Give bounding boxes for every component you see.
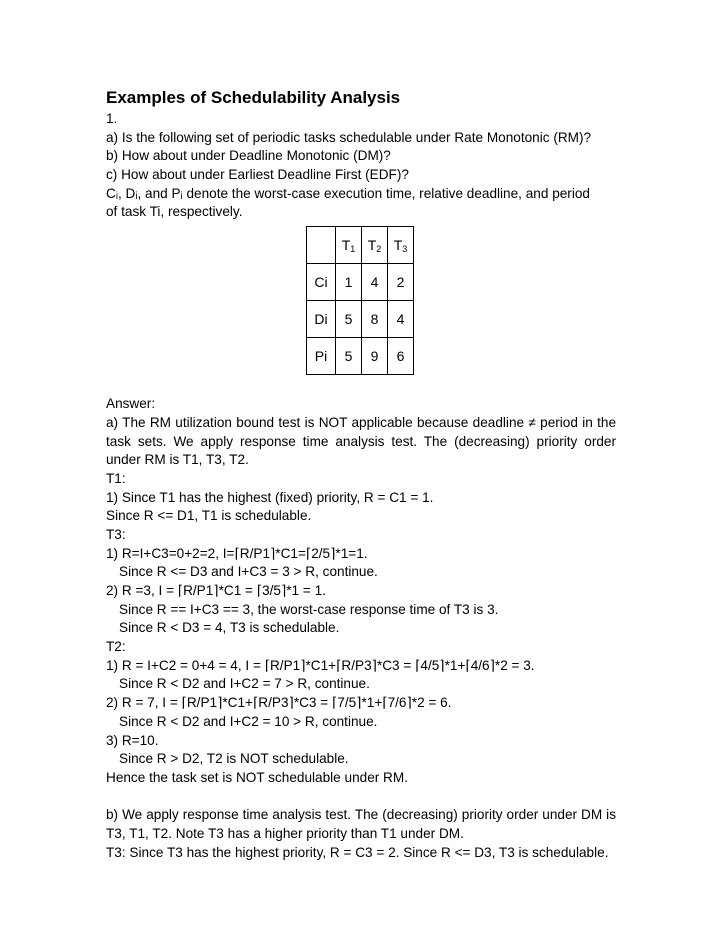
- question-part-c: c) How about under Earliest Deadline First (EDF)?: [106, 167, 409, 183]
- table-corner-cell: [307, 227, 336, 264]
- answer-b-intro: b) We apply response time analysis test. The (decreasing) priority order under DM is T3, T1, T2. Note T3 has a higher priority than T1 under DM.: [106, 807, 616, 841]
- analysis-line: Since R <= D1, T1 is schedulable.: [106, 508, 312, 524]
- table-header-t1: [336, 227, 362, 264]
- table-header-t2: [362, 227, 388, 264]
- table-row-pi: [307, 338, 414, 375]
- table-header-row: [307, 227, 414, 264]
- answer-b-t3: T3: Since T3 has the highest priority, R = C3 = 2. Since R <= D3, T3 is schedulable.: [106, 844, 609, 860]
- table-cell: 4: [388, 301, 414, 338]
- row-label-di: Di: [307, 301, 336, 338]
- t3-analysis: [106, 526, 616, 638]
- analysis-line: T2:: [106, 639, 126, 655]
- table-cell: 6: [388, 338, 414, 375]
- table-cell: 8: [362, 301, 388, 338]
- analysis-line: Since R < D3 = 4, T3 is schedulable.: [119, 620, 340, 636]
- table-cell: 5: [336, 301, 362, 338]
- header-label: T: [367, 236, 377, 253]
- t1-analysis: [106, 470, 616, 526]
- table-cell: 4: [362, 264, 388, 301]
- analysis-line: T3:: [106, 526, 126, 542]
- analysis-line: 1) Since T1 has the highest (fixed) priority, R = C1 = 1.: [106, 489, 434, 505]
- task-parameter-table: [306, 226, 414, 375]
- definition-line-2: of task Ti, respectively.: [106, 204, 243, 220]
- analysis-line: 2) R = 7, I = ⌈R/P1⌉*C1+⌈R/P3⌉*C3 = ⌈7/5⌉*1+⌈7/6⌉*2 = 6.: [106, 695, 452, 711]
- header-subscript: 2: [376, 243, 382, 254]
- analysis-line: 1) R=I+C3=0+2=2, I=⌈R/P1⌉*C1=⌈2/5⌉*1=1.: [106, 545, 368, 561]
- table-header-t3: [388, 227, 414, 264]
- header-label: T: [393, 236, 403, 253]
- answer-heading: Answer:: [106, 396, 156, 412]
- analysis-line: Since R < D2 and I+C2 = 10 > R, continue.: [119, 713, 378, 729]
- row-label-pi: Pi: [307, 338, 336, 375]
- conclusion-a: Hence the task set is NOT schedulable under RM.: [106, 769, 408, 785]
- table-cell: 1: [336, 264, 362, 301]
- definition-line-1: Cᵢ, Dᵢ, and Pᵢ denote the worst-case execution time, relative deadline, and period: [106, 185, 590, 201]
- analysis-line: Since R <= D3 and I+C3 = 3 > R, continue.: [119, 564, 378, 580]
- question-part-a: a) Is the following set of periodic tasks schedulable under Rate Monotonic (RM)?: [106, 129, 592, 145]
- blank-line: [106, 788, 616, 807]
- t2-analysis: [106, 638, 616, 769]
- table-cell: 5: [336, 338, 362, 375]
- answer-a-intro: a) The RM utilization bound test is NOT applicable because deadline ≠ period in the task sets. We apply response time analysis test. The (decreasing) priority order under RM is T1, T3, T2.: [106, 414, 616, 468]
- analysis-line: Since R == I+C3 == 3, the worst-case response time of T3 is 3.: [119, 601, 499, 617]
- header-subscript: 3: [402, 243, 408, 254]
- analysis-line: Since R < D2 and I+C2 = 7 > R, continue.: [119, 676, 370, 692]
- analysis-line: 2) R =3, I = ⌈R/P1⌉*C1 = ⌈3/5⌉*1 = 1.: [106, 583, 326, 599]
- document-title: Examples of Schedulability Analysis: [106, 88, 401, 107]
- row-label-ci: Ci: [307, 264, 336, 301]
- analysis-line: 3) R=10.: [106, 732, 159, 748]
- table-row-di: [307, 301, 414, 338]
- analysis-line: 1) R = I+C2 = 0+4 = 4, I = ⌈R/P1⌉*C1+⌈R/P3⌉*C3 = ⌈4/5⌉*1+⌈4/6⌉*2 = 3.: [106, 657, 535, 673]
- table-row-ci: [307, 264, 414, 301]
- question-number: 1.: [106, 111, 118, 126]
- analysis-line: T1:: [106, 470, 126, 486]
- question-part-b: b) How about under Deadline Monotonic (DM)?: [106, 148, 391, 164]
- analysis-line: Since R > D2, T2 is NOT schedulable.: [119, 751, 349, 767]
- document-page: [106, 86, 616, 862]
- table-cell: 2: [388, 264, 414, 301]
- header-subscript: 1: [350, 243, 356, 254]
- table-cell: 9: [362, 338, 388, 375]
- header-label: T: [341, 236, 351, 253]
